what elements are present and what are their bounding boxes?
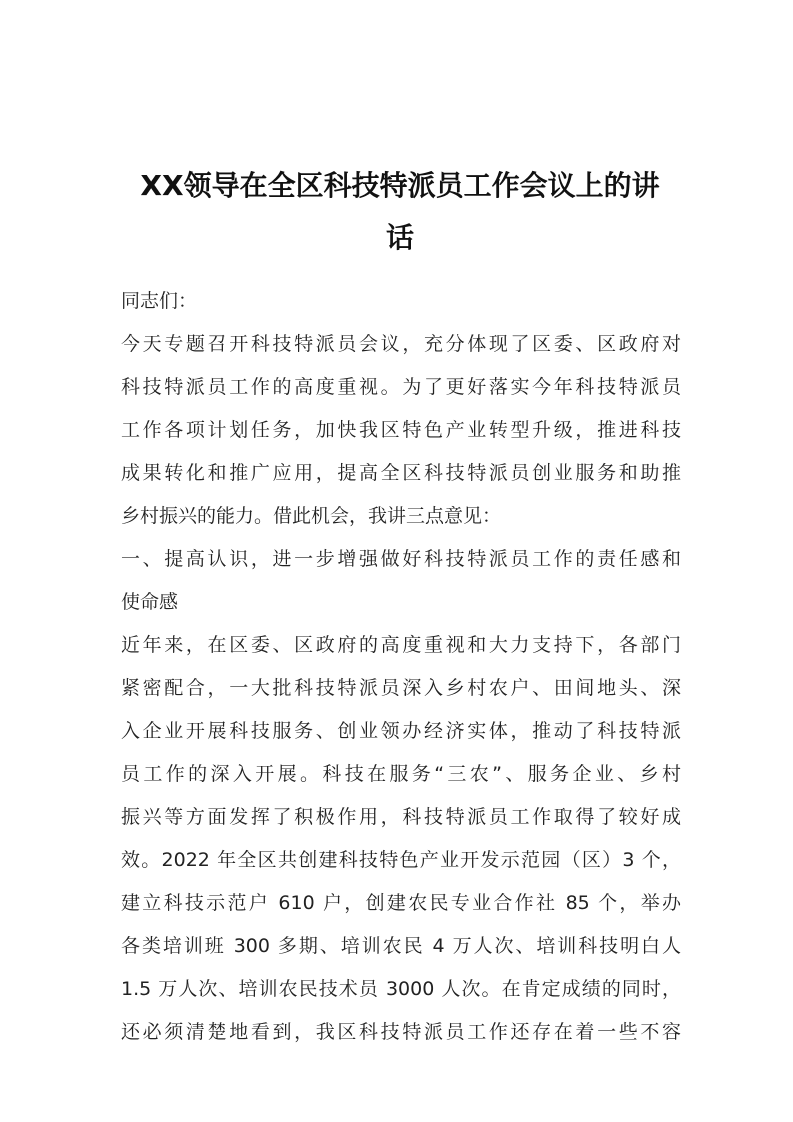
- text-line: 今天专题召开科技特派员会议，充分体现了区委、区政府对: [121, 333, 681, 355]
- text-line: 使命感: [121, 591, 179, 613]
- text-line: 入企业开展科技服务、创业领办经济实体，推动了科技特派: [121, 720, 681, 742]
- text-line: 一、提高认识，进一步增强做好科技特派员工作的责任感和: [121, 548, 681, 570]
- text-line: 还必须清楚地看到，我区科技特派员工作还存在着一些不容: [121, 1021, 681, 1043]
- text-line: 乡村振兴的能力。借此机会，我讲三点意见：: [121, 505, 502, 527]
- text-line: 建立科技示范户 610 户，创建农民专业合作社 85 个，举办: [121, 892, 681, 914]
- text-line: 效。2022 年全区共创建科技特色产业开发示范园（区）3 个，: [121, 849, 681, 871]
- text-line: 工作各项计划任务，加快我区特色产业转型升级，推进科技: [121, 419, 681, 441]
- text-line: 成果转化和推广应用，提高全区科技特派员创业服务和助推: [121, 462, 681, 484]
- text-line: 1.5 万人次、培训农民技术员 3000 人次。在肯定成绩的同时，: [121, 978, 681, 1000]
- text-line: 员工作的深入开展。科技在服务“三农”、服务企业、乡村: [121, 763, 681, 785]
- text-line: 振兴等方面发挥了积极作用，科技特派员工作取得了较好成: [121, 806, 681, 828]
- document-body: [121, 280, 681, 1054]
- text-line: 科技特派员工作的高度重视。为了更好落实今年科技特派员: [121, 376, 681, 398]
- text-line: 同志们：: [121, 290, 198, 312]
- text-line: 各类培训班 300 多期、培训农民 4 万人次、培训科技明白人: [121, 935, 681, 957]
- text-line: 紧密配合，一大批科技特派员深入乡村农户、田间地头、深: [121, 677, 681, 699]
- document-title: [110, 160, 690, 264]
- title-line: XX领导在全区科技特派员工作会议上的讲: [140, 169, 660, 202]
- text-line: 近年来，在区委、区政府的高度重视和大力支持下，各部门: [121, 634, 681, 656]
- title-line: 话: [385, 221, 414, 254]
